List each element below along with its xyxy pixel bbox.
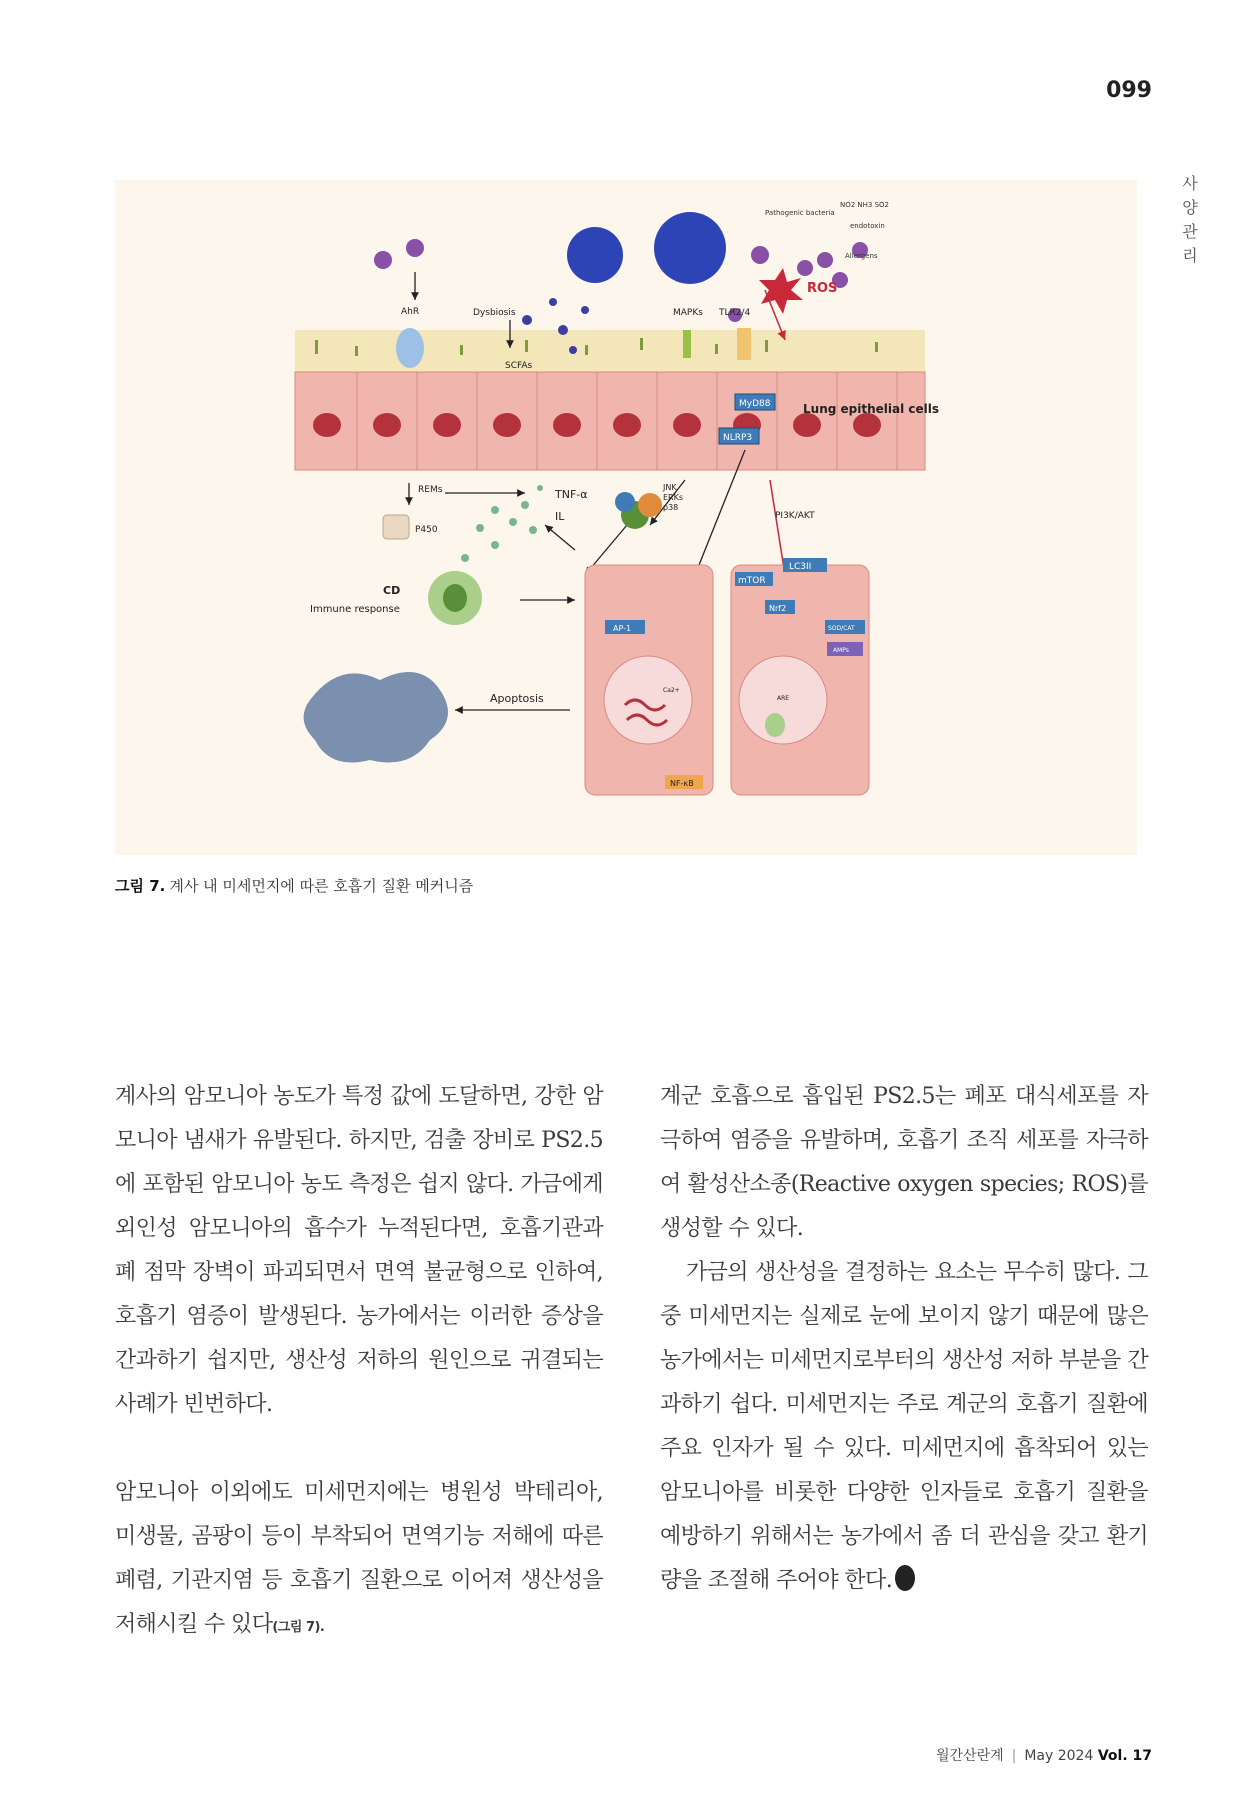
tlr-receptor-icon	[737, 328, 751, 360]
tnf-label: TNF-α	[555, 488, 588, 501]
right-paragraph-2-text: 가금의 생산성을 결정하는 요소는 무수히 많다. 그중 미세먼지는 실제로 눈에 보이지 않기 때문에 많은 농가에서는 미세먼지로부터의 생산성 저하 부분을 간과하기 쉽다. 미세먼지는 주로 계군의 호흡기 질환에 주요 인자가 될 수 있다. 미세먼지에 흡착되어 있는 암모니아를 비롯한 다양한 인자들로 호흡기 질환을 예방하기 위해서는 농가에서 좀 더 관심을 갖고 환기량을 조절해 주어야 한다.	[660, 1260, 1148, 1593]
nrf2-label: Nrf2	[769, 604, 787, 613]
rems-label: REMs	[418, 485, 443, 495]
footer: 월간산란계 | May 2024 Vol. 17	[936, 1748, 1152, 1764]
section-tab: 사양관리	[1182, 174, 1198, 265]
il-label: IL	[555, 510, 565, 523]
pathogenic-bacteria-label: Pathogenic bacteria	[765, 209, 835, 217]
left-paragraph-2	[115, 1471, 603, 1650]
apoptotic-cell-icon	[304, 672, 448, 763]
lc3-label: LC3II	[789, 562, 812, 572]
endotoxin-label: endotoxin	[850, 222, 885, 230]
nfkb-label: NF-κB	[670, 779, 694, 788]
jnk-label: JNK	[663, 483, 677, 492]
figure-caption	[115, 875, 473, 896]
ros-label: ROS	[807, 281, 838, 296]
target-cell-left	[585, 565, 713, 795]
cd-label: CD	[383, 584, 401, 597]
dysbiosis-label: Dysbiosis	[473, 308, 516, 318]
page-number: 099	[1106, 78, 1152, 103]
kinase-cluster-icon	[615, 492, 662, 529]
body-column-left	[115, 1075, 603, 1650]
caption-label: 그림 7.	[115, 877, 166, 895]
target-cell-right	[731, 558, 869, 795]
allergens-label: Allergens	[845, 252, 878, 260]
mapk-receptor-icon	[683, 330, 691, 358]
left-paragraph-2-text: 암모니아 이외에도 미세먼지에는 병원성 박테리아, 미생물, 곰팡이 등이 부착되어 면역기능 저해에 따른 폐렴, 기관지염 등 호흡기 질환으로 이어져 생산성을 저해시킬 수 있다	[115, 1480, 603, 1637]
nlrp3-label: NLRP3	[723, 433, 753, 443]
ahr-receptor-icon	[396, 328, 424, 368]
lung-epithelial-label: Lung epithelial cells	[803, 402, 939, 416]
p38-label: p38	[663, 503, 679, 512]
p450-label: P450	[415, 525, 438, 535]
figure-reference: (그림 7).	[272, 1620, 325, 1635]
erks-label: ERKs	[663, 493, 684, 502]
volume: Vol. 17	[1097, 1748, 1152, 1764]
myd88-label: MyD88	[739, 399, 771, 409]
pathogen-clusters-icon	[567, 212, 726, 284]
left-paragraph-1: 계사의 암모니아 농도가 특정 값에 도달하면, 강한 암모니아 냄새가 유발된다. 하지만, 검출 장비로 PS2.5에 포함된 암모니아 농도 측정은 쉽지 않다. 가금에게 외인성 암모니아의 흡수가 누적된다면, 호흡기관과 폐 점막 장벽이 파괴되면서 면역 불균형으로 인하여, 호흡기 염증이 발생된다. 농가에서는 이러한 증상을 간과하기 쉽지만, 생산성 저하의 원인으로 귀결되는 사례가 빈번하다.	[115, 1084, 603, 1417]
apoptosis-label: Apoptosis	[490, 692, 544, 705]
mtor-label: mTOR	[738, 576, 766, 586]
body-column-right	[660, 1075, 1148, 1603]
scfas-label: SCFAs	[505, 361, 533, 371]
sodcat-label: SOD/CAT	[828, 625, 855, 632]
ap1-label: AP-1	[613, 624, 632, 633]
are-label: ARE	[777, 695, 790, 702]
mapks-label: MAPKs	[673, 308, 703, 318]
amps-label: AMPs	[833, 647, 849, 654]
gases-label: NO2 NH3 SO2	[840, 201, 890, 209]
caption-text: 계사 내 미세먼지에 따른 호흡기 질환 메커니즘	[169, 877, 474, 895]
issue-date: May 2024	[1024, 1748, 1094, 1764]
lung-epithelial-cells	[295, 372, 925, 470]
magazine-name: 월간산란계	[936, 1748, 1004, 1764]
ca-label: Ca2+	[663, 687, 680, 694]
ahr-label: AhR	[401, 307, 420, 317]
p450-icon	[383, 515, 409, 539]
right-paragraph-1: 계군 호흡으로 흡입된 PS2.5는 폐포 대식세포를 자극하여 염증을 유발하며, 호흡기 조직 세포를 자극하여 활성산소종(Reactive oxygen species; ROS)를 생성할 수 있다.	[660, 1084, 1148, 1241]
right-paragraph-2	[660, 1251, 1148, 1603]
end-mark-icon	[895, 1565, 915, 1591]
pi3k-label: PI3K/AKT	[775, 511, 815, 521]
figure-illustration	[115, 180, 1137, 855]
tlr-label: TLR2/4	[719, 308, 751, 318]
immune-response-label: Immune response	[310, 604, 400, 615]
